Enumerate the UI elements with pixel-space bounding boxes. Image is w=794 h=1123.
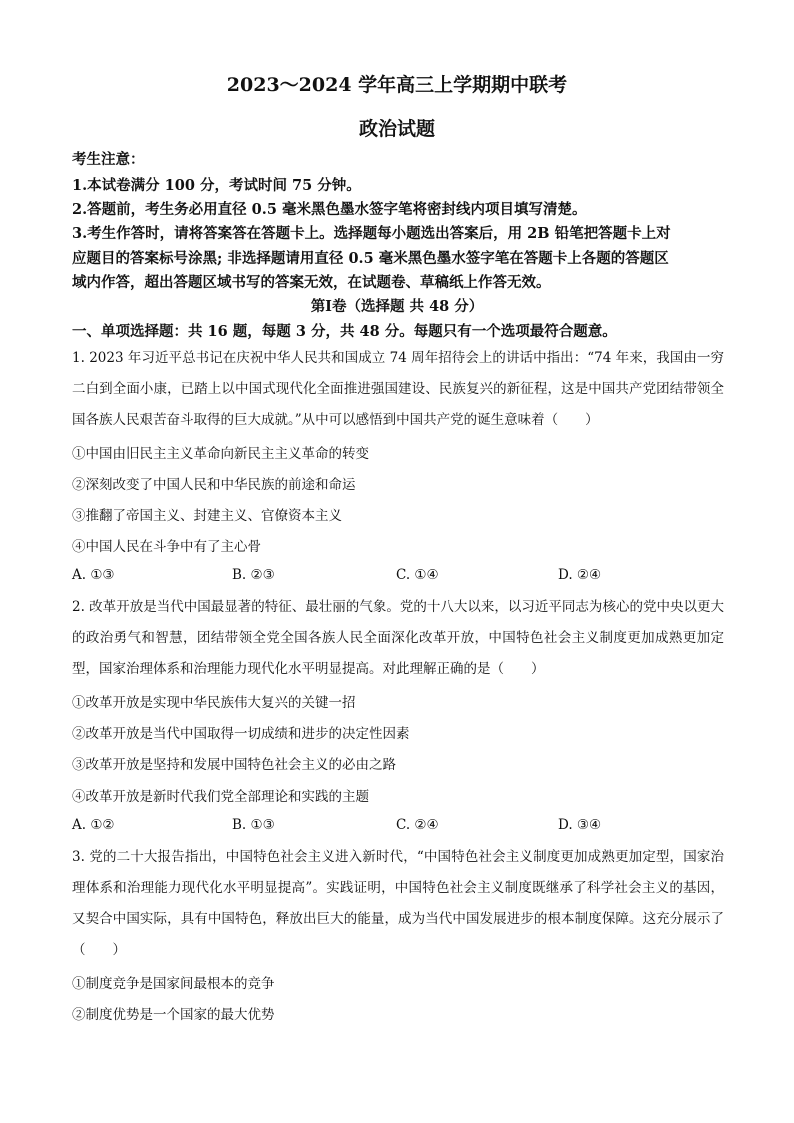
choice-a: A. ①②	[72, 817, 115, 833]
notice-item: 域内作答，超出答题区域书写的答案无效，在试题卷、草稿纸上作答无效。	[72, 274, 551, 291]
question-2-option: ③改革开放是坚持和发展中国特色社会主义的必由之路	[72, 757, 396, 773]
exam-title: 2023～2024 学年高三上学期期中联考	[226, 74, 568, 96]
part-title: 第Ⅰ卷（选择题 共 48 分）	[310, 298, 484, 315]
choice-b: B. ②③	[232, 567, 275, 583]
question-1-option: ①中国由旧民主主义革命向新民主主义革命的转变	[72, 446, 369, 462]
question-2-stem: 2. 改革开放是当代中国最显著的特征、最壮丽的气象。党的十八大以来，以习近平同志为核心的党中央以更大的政治勇气和智慧，团结带领全党全国各族人民全面深化改革开放，中国特色社会主义制度更加成熟更加定型，国家治理体系和治理能力现代化水平明显提高。对此理解正确的是（ ）	[72, 599, 724, 677]
question-3-option: ①制度竞争是国家间最根本的竞争	[72, 976, 275, 992]
choice-d: D. ③④	[558, 817, 602, 833]
question-1-option: ③推翻了帝国主义、封建主义、官僚资本主义	[72, 508, 342, 524]
choice-b: B. ①③	[232, 817, 275, 833]
question-2-option: ①改革开放是实现中华民族伟大复兴的关键一招	[72, 695, 356, 711]
section-instruction: 一、单项选择题：共 16 题，每题 3 分，共 48 分。每题只有一个选项最符合题意。	[72, 323, 617, 340]
exam-subject: 政治试题	[358, 118, 435, 140]
question-1-stem: 1. 2023 年习近平总书记在庆祝中华人民共和国成立 74 周年招待会上的讲话中指出：“74 年来，我国由一穷二白到全面小康，已踏上以中国式现代化全面推进强国建设、民族复兴的新征程，这是中国共产党团结带领全国各族人民艰苦奋斗取得的巨大成就。”从中可以感悟到中国共产党的诞生意味着（ ）	[72, 350, 724, 428]
notice-item: 应题目的答案标号涂黑; 非选择题请用直径 0.5 毫米黑色墨水签字笔在答题卡上各题的答题区	[72, 250, 669, 267]
choice-c: C. ①④	[396, 567, 439, 583]
choice-d: D. ②④	[558, 567, 602, 583]
choice-a: A. ①③	[72, 567, 115, 583]
notice-item: 1.本试卷满分 100 分，考试时间 75 分钟。	[72, 177, 361, 194]
notice-item: 3.考生作答时，请将答案答在答题卡上。选择题每小题选出答案后，用 2B 铅笔把答题卡上对	[72, 225, 671, 242]
question-3-stem: 3. 党的二十大报告指出，中国特色社会主义进入新时代，“中国特色社会主义制度更加成熟更加定型，国家治理体系和治理能力现代化水平明显提高”。实践证明，中国特色社会主义制度既继承了科学社会主义的基因，又契合中国实际，具有中国特色，释放出巨大的能量，成为当代中国发展进步的根本制度保障。这充分展示了（ ）	[72, 849, 724, 958]
notice-heading: 考生注意：	[72, 151, 145, 168]
question-1-option: ②深刻改变了中国人民和中华民族的前途和命运	[72, 477, 356, 493]
choice-c: C. ②④	[396, 817, 439, 833]
notice-item: 2.答题前，考生务必用直径 0.5 毫米黑色墨水签字笔将密封线内项目填写清楚。	[72, 201, 587, 218]
question-2-option: ②改革开放是当代中国取得一切成绩和进步的决定性因素	[72, 726, 410, 742]
question-1-option: ④中国人民在斗争中有了主心骨	[72, 539, 261, 555]
question-3-option: ②制度优势是一个国家的最大优势	[72, 1007, 275, 1023]
question-2-option: ④改革开放是新时代我们党全部理论和实践的主题	[72, 789, 369, 805]
